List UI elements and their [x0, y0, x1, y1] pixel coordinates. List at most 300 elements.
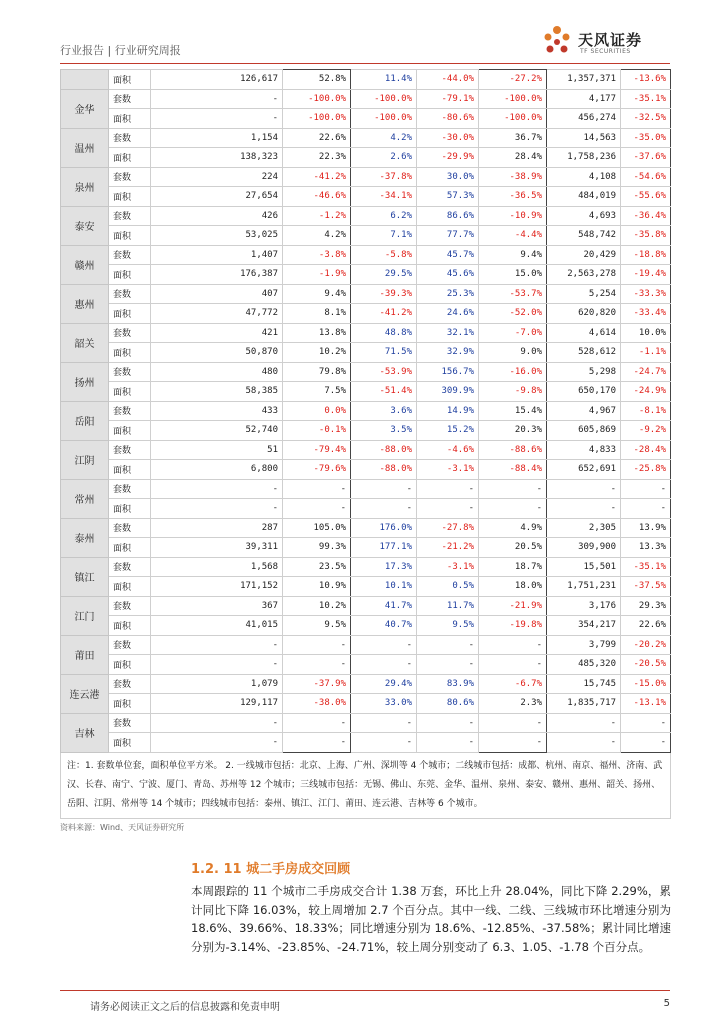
value-cell: 9.0%	[479, 343, 547, 363]
metric-cell: 面积	[109, 694, 151, 714]
value-cell: 0.5%	[417, 577, 479, 597]
value-cell: -41.2%	[283, 167, 351, 187]
value-cell: -79.1%	[417, 89, 479, 109]
value-cell: -37.6%	[621, 148, 671, 168]
table-row	[61, 577, 671, 597]
value-cell: -	[283, 713, 351, 733]
value-cell: 9.5%	[417, 616, 479, 636]
value-cell: 40.7%	[351, 616, 417, 636]
value-cell: -80.6%	[417, 109, 479, 129]
city-cell: 泉州	[61, 167, 109, 206]
value-cell: 3.6%	[351, 401, 417, 421]
value-cell: 426	[151, 206, 283, 226]
value-cell: 20.3%	[479, 421, 547, 441]
value-cell: -30.0%	[417, 128, 479, 148]
page-number: 5	[663, 998, 670, 1009]
value-cell: 10.2%	[283, 343, 351, 363]
metric-cell: 套数	[109, 401, 151, 421]
value-cell: -	[151, 109, 283, 129]
metric-cell: 套数	[109, 245, 151, 265]
value-cell: 18.7%	[479, 557, 547, 577]
value-cell: -29.9%	[417, 148, 479, 168]
metric-cell: 套数	[109, 479, 151, 499]
value-cell: -25.8%	[621, 460, 671, 480]
metric-cell: 套数	[109, 713, 151, 733]
value-cell: -37.9%	[283, 674, 351, 694]
value-cell: -	[151, 479, 283, 499]
value-cell: -	[151, 635, 283, 655]
table-row	[61, 206, 671, 226]
value-cell: 2.6%	[351, 148, 417, 168]
value-cell: 25.3%	[417, 284, 479, 304]
value-cell: -3.1%	[417, 557, 479, 577]
table-row	[61, 499, 671, 519]
value-cell: -15.0%	[621, 674, 671, 694]
value-cell: 14,563	[547, 128, 621, 148]
value-cell: 47,772	[151, 304, 283, 324]
metric-cell: 面积	[109, 265, 151, 285]
value-cell: 27,654	[151, 187, 283, 207]
brand-logo	[540, 24, 670, 58]
value-cell: -9.2%	[621, 421, 671, 441]
value-cell: 33.0%	[351, 694, 417, 714]
value-cell: -	[417, 733, 479, 753]
value-cell: 354,217	[547, 616, 621, 636]
value-cell: 8.1%	[283, 304, 351, 324]
disclaimer: 请务必阅读正文之后的信息披露和免责申明	[90, 1002, 280, 1013]
value-cell: 2,563,278	[547, 265, 621, 285]
table-row	[61, 226, 671, 246]
brand-logo-icon	[540, 24, 574, 58]
value-cell: -34.1%	[351, 187, 417, 207]
value-cell: 171,152	[151, 577, 283, 597]
value-cell: 10.1%	[351, 577, 417, 597]
metric-cell: 套数	[109, 89, 151, 109]
value-cell: 11.4%	[351, 70, 417, 90]
value-cell: 3.5%	[351, 421, 417, 441]
value-cell: 2,305	[547, 518, 621, 538]
value-cell: -	[479, 713, 547, 733]
metric-cell: 面积	[109, 304, 151, 324]
brand-name-en: TF SECURITIES	[580, 48, 631, 55]
value-cell: -44.0%	[417, 70, 479, 90]
table-row	[61, 284, 671, 304]
value-cell: -	[351, 635, 417, 655]
value-cell: -21.2%	[417, 538, 479, 558]
metric-cell: 套数	[109, 518, 151, 538]
table-row	[61, 128, 671, 148]
value-cell: -10.9%	[479, 206, 547, 226]
value-cell: -100.0%	[351, 109, 417, 129]
value-cell: 4.2%	[283, 226, 351, 246]
value-cell: 1,835,717	[547, 694, 621, 714]
value-cell: -88.6%	[479, 440, 547, 460]
page-header	[60, 0, 670, 64]
value-cell: -88.4%	[479, 460, 547, 480]
value-cell: 30.0%	[417, 167, 479, 187]
value-cell: -	[621, 499, 671, 519]
value-cell: 4,833	[547, 440, 621, 460]
table-row	[61, 245, 671, 265]
value-cell: 421	[151, 323, 283, 343]
value-cell: 7.1%	[351, 226, 417, 246]
value-cell: -35.1%	[621, 557, 671, 577]
value-cell: -24.9%	[621, 382, 671, 402]
table-row	[61, 382, 671, 402]
value-cell: 650,170	[547, 382, 621, 402]
value-cell: 20,429	[547, 245, 621, 265]
table-row	[61, 304, 671, 324]
value-cell: -54.6%	[621, 167, 671, 187]
value-cell: -100.0%	[283, 89, 351, 109]
value-cell: 1,568	[151, 557, 283, 577]
table-row	[61, 713, 671, 733]
value-cell: 52,740	[151, 421, 283, 441]
value-cell: 2.3%	[479, 694, 547, 714]
metric-cell: 面积	[109, 70, 151, 90]
value-cell: -	[351, 499, 417, 519]
value-cell: 1,154	[151, 128, 283, 148]
value-cell: 50,870	[151, 343, 283, 363]
value-cell: -79.6%	[283, 460, 351, 480]
value-cell: 48.8%	[351, 323, 417, 343]
table-row	[61, 362, 671, 382]
value-cell: 367	[151, 596, 283, 616]
metric-cell: 面积	[109, 616, 151, 636]
value-cell: 433	[151, 401, 283, 421]
value-cell: -	[283, 655, 351, 675]
value-cell: 548,742	[547, 226, 621, 246]
footer-rule	[60, 990, 670, 991]
body-paragraph: 本周跟踪的 11 个城市二手房成交合计 1.38 万套，环比上升 28.04%，同比下降 2.29%，累计同比下降 16.03%，较上周增加 2.7 个百分点。其中一线、二线、三线城市环比增速分别为 18.6%、39.66%、18.33%；同比增速分别为 18.6%、-12.85%、-37.58%；累计同比增速分别为-3.14%、-23.85%、-24.71%，较上周分别变动了 6.3、1.05、-1.78 个百分点。	[191, 884, 671, 954]
value-cell: 9.4%	[479, 245, 547, 265]
value-cell: -1.1%	[621, 343, 671, 363]
value-cell: 53,025	[151, 226, 283, 246]
value-cell: 6.2%	[351, 206, 417, 226]
metric-cell: 套数	[109, 167, 151, 187]
value-cell: -37.5%	[621, 577, 671, 597]
city-cell: 连云港	[61, 674, 109, 713]
metric-cell: 套数	[109, 323, 151, 343]
value-cell: 18.0%	[479, 577, 547, 597]
value-cell: 224	[151, 167, 283, 187]
value-cell: -19.4%	[621, 265, 671, 285]
value-cell: 32.1%	[417, 323, 479, 343]
table-row	[61, 538, 671, 558]
value-cell: 4.9%	[479, 518, 547, 538]
value-cell: 105.0%	[283, 518, 351, 538]
value-cell: -	[283, 479, 351, 499]
table-row	[61, 694, 671, 714]
value-cell: -13.6%	[621, 70, 671, 90]
value-cell: -16.0%	[479, 362, 547, 382]
value-cell: 22.6%	[621, 616, 671, 636]
value-cell: -79.4%	[283, 440, 351, 460]
page-footer	[60, 990, 670, 1013]
value-cell: 9.4%	[283, 284, 351, 304]
value-cell: -36.4%	[621, 206, 671, 226]
value-cell: 28.4%	[479, 148, 547, 168]
value-cell: 287	[151, 518, 283, 538]
value-cell: -	[479, 655, 547, 675]
value-cell: 1,357,371	[547, 70, 621, 90]
value-cell: -	[479, 733, 547, 753]
value-cell: -0.1%	[283, 421, 351, 441]
value-cell: -19.8%	[479, 616, 547, 636]
value-cell: 11.7%	[417, 596, 479, 616]
value-cell: 32.9%	[417, 343, 479, 363]
value-cell: -	[547, 733, 621, 753]
table-row	[61, 167, 671, 187]
value-cell: -35.0%	[621, 128, 671, 148]
value-cell: 39,311	[151, 538, 283, 558]
value-cell: -3.1%	[417, 460, 479, 480]
value-cell: 52.8%	[283, 70, 351, 90]
value-cell: -	[151, 89, 283, 109]
value-cell: 13.9%	[621, 518, 671, 538]
city-cell: 金华	[61, 89, 109, 128]
value-cell: -35.1%	[621, 89, 671, 109]
value-cell: 23.5%	[283, 557, 351, 577]
value-cell: 4,967	[547, 401, 621, 421]
value-cell: -55.6%	[621, 187, 671, 207]
value-cell: -	[351, 733, 417, 753]
city-cell: 常州	[61, 479, 109, 518]
value-cell: -	[151, 655, 283, 675]
value-cell: 1,079	[151, 674, 283, 694]
value-cell: -51.4%	[351, 382, 417, 402]
value-cell: -	[479, 499, 547, 519]
city-cell: 扬州	[61, 362, 109, 401]
metric-cell: 面积	[109, 109, 151, 129]
metric-cell: 套数	[109, 674, 151, 694]
city-cell: 江阴	[61, 440, 109, 479]
value-cell: -	[479, 479, 547, 499]
value-cell: -	[283, 635, 351, 655]
value-cell: -32.5%	[621, 109, 671, 129]
brand-name: 天风证券	[578, 31, 643, 49]
value-cell: 1,751,231	[547, 577, 621, 597]
city-cell: 泰安	[61, 206, 109, 245]
value-cell: 79.8%	[283, 362, 351, 382]
value-cell: 22.3%	[283, 148, 351, 168]
value-cell: 13.8%	[283, 323, 351, 343]
value-cell: 24.6%	[417, 304, 479, 324]
metric-cell: 面积	[109, 499, 151, 519]
value-cell: -9.8%	[479, 382, 547, 402]
value-cell: -33.3%	[621, 284, 671, 304]
value-cell: 528,612	[547, 343, 621, 363]
city-cell: 镇江	[61, 557, 109, 596]
value-cell: -39.3%	[351, 284, 417, 304]
value-cell: 1,758,236	[547, 148, 621, 168]
city-cell: 惠州	[61, 284, 109, 323]
value-cell: -27.8%	[417, 518, 479, 538]
value-cell: 129,117	[151, 694, 283, 714]
value-cell: -	[351, 479, 417, 499]
table-row	[61, 89, 671, 109]
value-cell: 15.4%	[479, 401, 547, 421]
value-cell: -	[547, 499, 621, 519]
table-row	[61, 401, 671, 421]
value-cell: 176.0%	[351, 518, 417, 538]
value-cell: -8.1%	[621, 401, 671, 421]
table-row	[61, 557, 671, 577]
value-cell: -	[151, 499, 283, 519]
table-row	[61, 596, 671, 616]
value-cell: -52.0%	[479, 304, 547, 324]
city-cell: 岳阳	[61, 401, 109, 440]
value-cell: -1.2%	[283, 206, 351, 226]
value-cell: -3.8%	[283, 245, 351, 265]
value-cell: 14.9%	[417, 401, 479, 421]
value-cell: 15,501	[547, 557, 621, 577]
metric-cell: 面积	[109, 733, 151, 753]
metric-cell: 面积	[109, 226, 151, 246]
table-row	[61, 70, 671, 90]
value-cell: -18.8%	[621, 245, 671, 265]
city-cell: 莆田	[61, 635, 109, 674]
city-transaction-table	[60, 69, 670, 819]
value-cell: 15.2%	[417, 421, 479, 441]
value-cell: -5.8%	[351, 245, 417, 265]
table-row	[61, 109, 671, 129]
value-cell: -	[479, 635, 547, 655]
value-cell: -	[351, 713, 417, 733]
value-cell: -21.9%	[479, 596, 547, 616]
value-cell: -37.8%	[351, 167, 417, 187]
value-cell: 10.0%	[621, 323, 671, 343]
value-cell: 456,274	[547, 109, 621, 129]
value-cell: -27.2%	[479, 70, 547, 90]
value-cell: -6.7%	[479, 674, 547, 694]
value-cell: -100.0%	[479, 89, 547, 109]
table-row	[61, 187, 671, 207]
metric-cell: 面积	[109, 460, 151, 480]
value-cell: -13.1%	[621, 694, 671, 714]
value-cell: -	[417, 635, 479, 655]
value-cell: -	[417, 499, 479, 519]
value-cell: 309.9%	[417, 382, 479, 402]
report-category: 行业报告 | 行业研究周报	[60, 44, 181, 57]
value-cell: -	[283, 499, 351, 519]
city-cell: 韶关	[61, 323, 109, 362]
value-cell: 77.7%	[417, 226, 479, 246]
metric-cell: 面积	[109, 382, 151, 402]
value-cell: -33.4%	[621, 304, 671, 324]
city-cell	[61, 70, 109, 90]
value-cell: 41.7%	[351, 596, 417, 616]
value-cell: -4.6%	[417, 440, 479, 460]
table-row	[61, 440, 671, 460]
value-cell: -7.0%	[479, 323, 547, 343]
metric-cell: 面积	[109, 577, 151, 597]
table-row	[61, 421, 671, 441]
value-cell: 20.5%	[479, 538, 547, 558]
value-cell: -28.4%	[621, 440, 671, 460]
value-cell: 407	[151, 284, 283, 304]
value-cell: 45.6%	[417, 265, 479, 285]
value-cell: 58,385	[151, 382, 283, 402]
value-cell: 605,869	[547, 421, 621, 441]
value-cell: 22.6%	[283, 128, 351, 148]
value-cell: 652,691	[547, 460, 621, 480]
table-note: 注：1. 套数单位套，面积单位平方米。 2. 一线城市包括：北京、上海、广州、深圳等 4 个城市；二线城市包括：成都、杭州、南京、福州、济南、武汉、长春、南宁、宁波、厦门、青岛、苏州等 12 个城市；三线城市包括：无锡、佛山、东莞、金华、温州、泉州、泰安、赣州、惠州、韶关、扬州、岳阳、江阴、常州等 14 个城市；四线城市包括：泰州、镇江、江门、莆田、连云港、吉林等 6 个城市。	[61, 752, 671, 818]
value-cell: 3,799	[547, 635, 621, 655]
value-cell: -	[283, 733, 351, 753]
value-cell: 3,176	[547, 596, 621, 616]
table-row	[61, 655, 671, 675]
value-cell: 45.7%	[417, 245, 479, 265]
table-row	[61, 323, 671, 343]
value-cell: 0.0%	[283, 401, 351, 421]
value-cell: -	[621, 479, 671, 499]
value-cell: -	[621, 733, 671, 753]
value-cell: 1,407	[151, 245, 283, 265]
value-cell: 15.0%	[479, 265, 547, 285]
value-cell: -	[151, 713, 283, 733]
value-cell: -	[417, 479, 479, 499]
table-row	[61, 479, 671, 499]
value-cell: -53.9%	[351, 362, 417, 382]
table-row	[61, 733, 671, 753]
value-cell: 126,617	[151, 70, 283, 90]
value-cell: -	[417, 655, 479, 675]
value-cell: -46.6%	[283, 187, 351, 207]
value-cell: -35.8%	[621, 226, 671, 246]
value-cell: 36.7%	[479, 128, 547, 148]
table-row	[61, 616, 671, 636]
table-row	[61, 674, 671, 694]
value-cell: 309,900	[547, 538, 621, 558]
value-cell: 6,800	[151, 460, 283, 480]
metric-cell: 面积	[109, 343, 151, 363]
value-cell: 10.2%	[283, 596, 351, 616]
section-title: 1.2. 11 城二手房成交回顾	[191, 862, 351, 877]
table-row	[61, 343, 671, 363]
value-cell: -41.2%	[351, 304, 417, 324]
metric-cell: 套数	[109, 284, 151, 304]
city-cell: 赣州	[61, 245, 109, 284]
metric-cell: 套数	[109, 557, 151, 577]
value-cell: -88.0%	[351, 460, 417, 480]
value-cell: 620,820	[547, 304, 621, 324]
metric-cell: 面积	[109, 655, 151, 675]
value-cell: -	[621, 713, 671, 733]
metric-cell: 套数	[109, 128, 151, 148]
metric-cell: 面积	[109, 421, 151, 441]
value-cell: 41,015	[151, 616, 283, 636]
value-cell: 29.3%	[621, 596, 671, 616]
value-cell: 4,177	[547, 89, 621, 109]
value-cell: -20.5%	[621, 655, 671, 675]
value-cell: 10.9%	[283, 577, 351, 597]
value-cell: -100.0%	[479, 109, 547, 129]
metric-cell: 面积	[109, 148, 151, 168]
value-cell: 80.6%	[417, 694, 479, 714]
table-row	[61, 460, 671, 480]
value-cell: 51	[151, 440, 283, 460]
value-cell: 83.9%	[417, 674, 479, 694]
value-cell: -	[351, 655, 417, 675]
value-cell: -100.0%	[351, 89, 417, 109]
value-cell: -38.9%	[479, 167, 547, 187]
city-cell: 吉林	[61, 713, 109, 752]
city-cell: 江门	[61, 596, 109, 635]
value-cell: 17.3%	[351, 557, 417, 577]
value-cell: 5,298	[547, 362, 621, 382]
metric-cell: 面积	[109, 187, 151, 207]
